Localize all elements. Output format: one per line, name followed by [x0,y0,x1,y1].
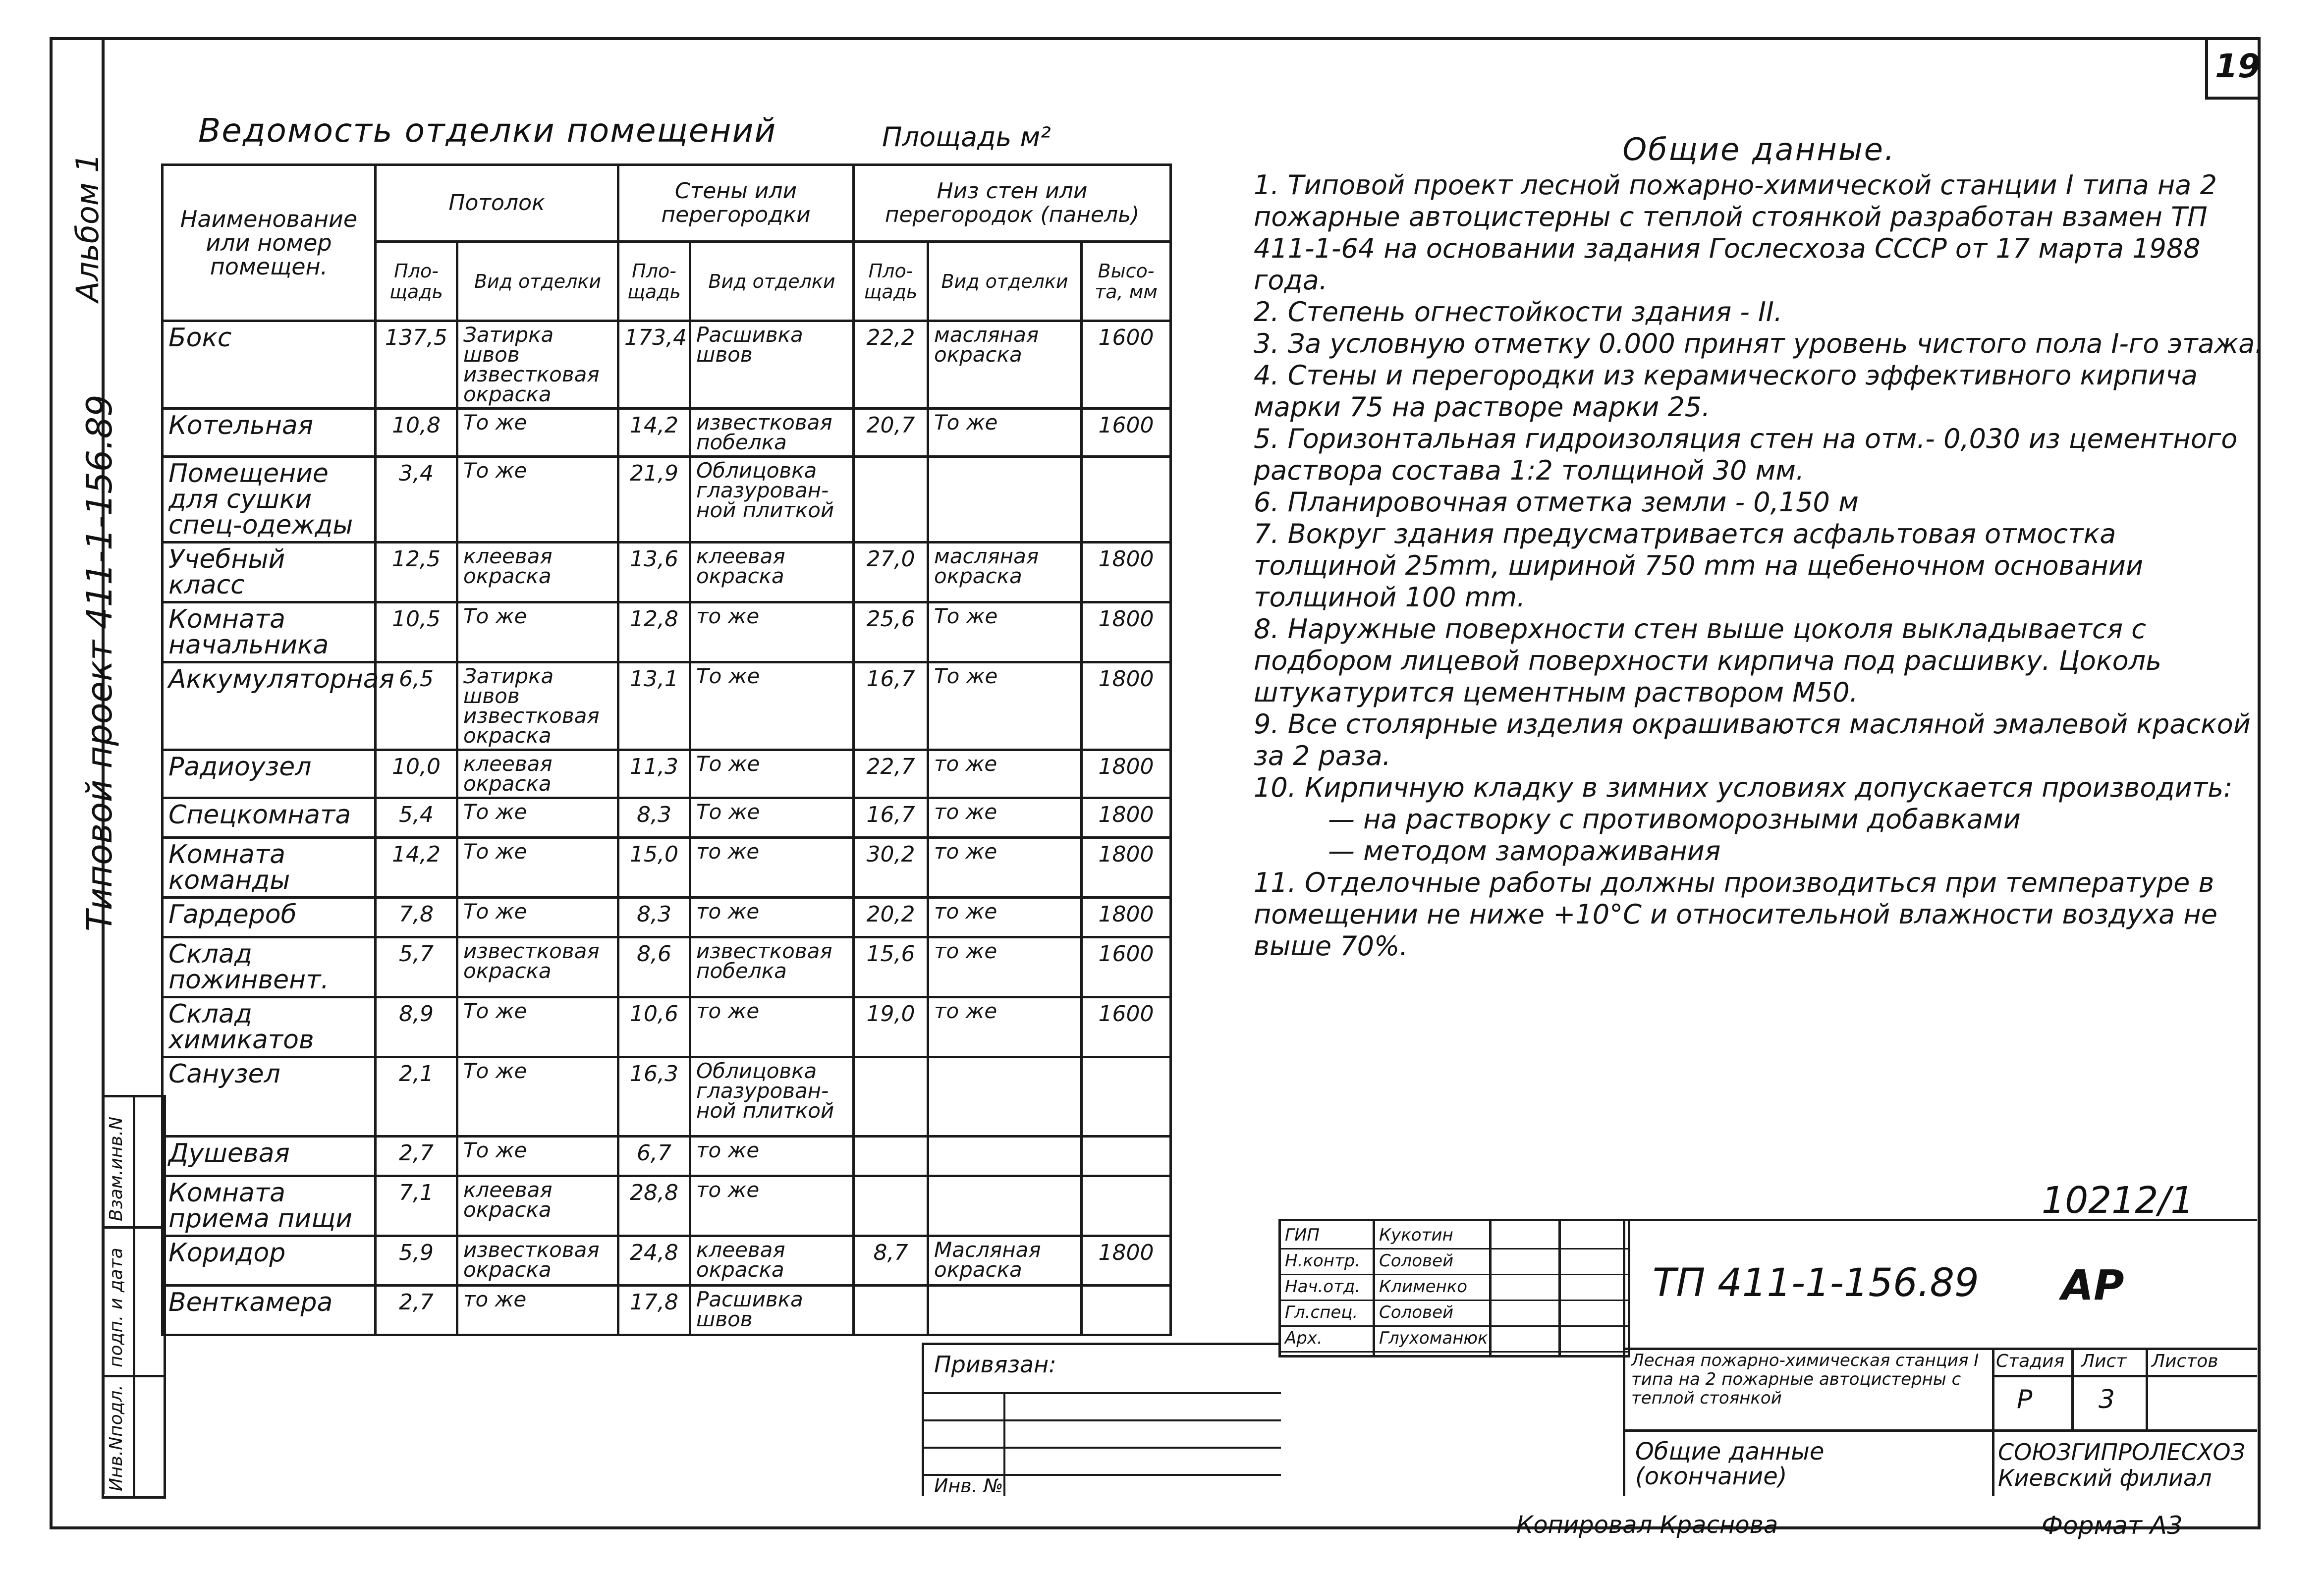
lower-finish: То же [928,602,1082,662]
ceiling-area: 8,9 [376,997,457,1057]
lower-area: 16,7 [854,662,928,750]
lower-area: 27,0 [854,543,928,602]
lower-area [854,457,928,543]
lower-area [854,1137,928,1176]
note-item: 4. Стены и перегородки из керамического эффективного кирпича марки 75 на растворе марки 25. [1254,360,2198,423]
lower-area [854,1057,928,1137]
lower-finish: то же [928,838,1082,898]
ceiling-area: 2,1 [376,1057,457,1137]
walls-finish: то же [690,1176,854,1236]
table-row [163,457,1171,543]
ceiling-finish: То же [457,457,618,543]
lower-area: 20,7 [854,409,928,457]
area-unit: Площадь м² [882,121,1051,153]
sheets-header: Листов [2152,1351,2218,1371]
table-row [163,409,1171,457]
walls-area: 28,8 [618,1176,690,1236]
ceiling-header: Потолок [376,165,618,242]
panel-height: 1800 [1082,602,1171,662]
ceiling-finish: То же [457,1137,618,1176]
walls-finish: известковая побелка [690,409,854,457]
note-item: 11. Отделочные работы должны производиться при температуре в помещении не ниже +10°С и относительной влажности воздуха не выше 70%. [1254,867,2217,962]
signature-role: Н.контр. [1285,1251,1361,1271]
lower-area: 15,6 [854,937,928,997]
walls-area: 8,3 [618,898,690,937]
schedule-title: Ведомость отделки помещений [198,111,777,150]
document-number: 10212/1 [2042,1179,2194,1222]
walls-area: 13,6 [618,543,690,602]
panel-height: 1800 [1082,1236,1171,1286]
ceiling-area: 5,4 [376,798,457,838]
ceiling-area: 5,7 [376,937,457,997]
ceiling-finish-header: Вид отделки [457,242,618,321]
panel-height: 1800 [1082,898,1171,937]
walls-finish: то же [690,898,854,937]
walls-finish: то же [690,602,854,662]
lower-finish [928,1137,1082,1176]
walls-area: 21,9 [618,457,690,543]
room-name: Гардероб [163,898,376,937]
panel-height [1082,457,1171,543]
signature-name: Глухоманюк [1379,1328,1488,1348]
paper-format: Формат А3 [2042,1511,2183,1540]
lower-finish: то же [928,750,1082,798]
walls-area: 17,8 [618,1286,690,1335]
signature-name: Соловей [1379,1303,1454,1322]
note-item: — на растворку с противоморозными добавками [1328,804,2021,835]
table-row [163,1137,1171,1176]
lower-finish [928,1057,1082,1137]
panel-height: 1800 [1082,838,1171,898]
object-name: Лесная пожарно-химическая станция I типа на 2 пожарные автоцистерны с теплой стоянкой [1631,1351,1979,1408]
note-item: 7. Вокруг здания предусматривается асфальтовая отмостка толщиной 25mm, шириной 750 mm на щебеночном основании толщиной 100 mm. [1254,518,2144,613]
room-name: Санузел [163,1057,376,1137]
lower-area: 19,0 [854,997,928,1057]
project-label: Типовой проект 411-1-156.89 [79,394,120,931]
walls-area: 13,1 [618,662,690,750]
title-block [1623,1219,2257,1496]
signature-role: Гл.спец. [1285,1303,1358,1322]
lower-walls-header: Низ стен или перегородок (панель) [854,165,1171,242]
lower-finish: то же [928,937,1082,997]
ceiling-finish: То же [457,602,618,662]
ceiling-area: 6,5 [376,662,457,750]
room-name: Учебный класс [163,543,376,602]
panel-height [1082,1286,1171,1335]
walls-area: 12,8 [618,602,690,662]
table-row [163,838,1171,898]
lower-finish: то же [928,997,1082,1057]
room-name: Спецкомната [163,798,376,838]
notes-title: Общие данные. [1622,131,1896,167]
walls-finish: Расшивка швов [690,1286,854,1335]
ceiling-area: 10,8 [376,409,457,457]
lower-finish: То же [928,409,1082,457]
finishing-schedule-table [161,163,1172,1336]
walls-area: 24,8 [618,1236,690,1286]
note-item: 1. Типовой проект лесной пожарно-химической станции I типа на 2 пожарные автоцистерны с теплой стоянкой разработан взамен ТП 411-1-64 на основании задания Гослесхоза СССР от 17 марта 1988 года. [1254,169,2217,296]
room-name: Бокс [163,321,376,409]
walls-finish: клеевая окраска [690,1236,854,1286]
ceiling-area: 12,5 [376,543,457,602]
ceiling-finish: известковая окраска [457,1236,618,1286]
panel-height: 1800 [1082,798,1171,838]
lower-finish: масляная окраска [928,543,1082,602]
ceiling-finish: То же [457,798,618,838]
ceiling-finish: То же [457,1057,618,1137]
note-item: — методом замораживания [1328,835,1721,867]
table-row [163,898,1171,937]
walls-header: Стены или перегородки [618,165,854,242]
lower-area: 22,2 [854,321,928,409]
signature-name: Соловей [1379,1251,1454,1271]
ceiling-area-header: Пло-щадь [376,242,457,321]
ceiling-finish: известковая окраска [457,937,618,997]
table-row [163,1236,1171,1286]
lower-finish-header: Вид отделки [928,242,1082,321]
ceiling-finish: клеевая окраска [457,543,618,602]
stamp-signature: подп. и дата [106,1248,126,1367]
panel-height: 1600 [1082,997,1171,1057]
general-notes [1254,131,2265,962]
lower-area-header: Пло-щадь [854,242,928,321]
ceiling-area: 5,9 [376,1236,457,1286]
table-row [163,997,1171,1057]
ceiling-area: 2,7 [376,1286,457,1335]
room-name: Душевая [163,1137,376,1176]
ceiling-finish: клеевая окраска [457,750,618,798]
room-name: Комната команды [163,838,376,898]
sheet-header: Лист [2081,1351,2127,1371]
note-item: 9. Все столярные изделия окрашиваются масляной эмалевой краской за 2 раза. [1254,708,2251,771]
walls-area: 8,3 [618,798,690,838]
walls-finish: Облицовка глазурован-ной плиткой [690,1057,854,1137]
signature-name: Кукотин [1379,1225,1453,1245]
walls-finish: известковая побелка [690,937,854,997]
binding-stamp [922,1343,1281,1496]
walls-area: 15,0 [618,838,690,898]
table-row [163,662,1171,750]
section-code: АР [2061,1261,2124,1309]
inventory-label: Инв. № [934,1475,1003,1497]
bound-label: Привязан: [934,1351,1056,1378]
note-item: 5. Горизонтальная гидроизоляция стен на отм.- 0,030 из цементного раствора состава 1:2 толщиной 30 мм. [1254,423,2238,486]
room-name: Комната приема пищи [163,1176,376,1236]
lower-area [854,1176,928,1236]
walls-finish: то же [690,997,854,1057]
organization: СОЮЗГИПРОЛЕСХОЗ Киевский филиал [1998,1439,2246,1491]
sheet-number: 19 [2215,47,2261,85]
lower-area: 25,6 [854,602,928,662]
sheet-value: 3 [2099,1385,2115,1414]
lower-finish [928,1176,1082,1236]
signature-role: Арх. [1285,1328,1323,1348]
lower-finish: То же [928,662,1082,750]
note-item: 3. За условную отметку 0.000 принят уровень чистого пола I-го этажа. [1254,328,2264,359]
ceiling-finish: то же [457,1286,618,1335]
panel-height [1082,1176,1171,1236]
panel-height: 1800 [1082,750,1171,798]
ceiling-finish: клеевая окраска [457,1176,618,1236]
table-row [163,543,1171,602]
walls-finish: То же [690,662,854,750]
note-item: 10. Кирпичную кладку в зимних условиях допускается производить: [1254,772,2233,803]
table-row [163,798,1171,838]
ceiling-area: 3,4 [376,457,457,543]
table-row [163,937,1171,997]
walls-area-header: Пло-щадь [618,242,690,321]
sheet-title: Общие данные (окончание) [1635,1438,1825,1490]
room-name: Склад пожинвент. [163,937,376,997]
walls-finish: клеевая окраска [690,543,854,602]
stamp-replace: Взам.инв.N [106,1116,126,1221]
walls-area: 10,6 [618,997,690,1057]
room-name: Коридор [163,1236,376,1286]
room-name: Венткамера [163,1286,376,1335]
walls-finish: То же [690,798,854,838]
ceiling-area: 10,5 [376,602,457,662]
room-name: Помещение для сушки спец-одежды [163,457,376,543]
ceiling-area: 10,0 [376,750,457,798]
walls-area: 8,6 [618,937,690,997]
lower-finish: то же [928,798,1082,838]
signature-role: Нач.отд. [1285,1277,1361,1297]
walls-area: 6,7 [618,1137,690,1176]
stage-header: Стадия [1996,1351,2065,1371]
ceiling-area: 14,2 [376,838,457,898]
panel-height: 1600 [1082,409,1171,457]
lower-finish [928,457,1082,543]
table-row [163,321,1171,409]
lower-finish: то же [928,898,1082,937]
room-name: Комната начальника [163,602,376,662]
ceiling-finish: То же [457,997,618,1057]
walls-area: 11,3 [618,750,690,798]
lower-area: 16,7 [854,798,928,838]
room-name: Котельная [163,409,376,457]
lower-area: 22,7 [854,750,928,798]
signature-role: ГИП [1285,1225,1320,1245]
walls-finish: то же [690,1137,854,1176]
table-row [163,750,1171,798]
lower-finish [928,1286,1082,1335]
signature-block [1278,1219,1630,1357]
walls-finish: То же [690,750,854,798]
table-row [163,602,1171,662]
room-name: Радиоузел [163,750,376,798]
ceiling-finish: Затирка швов известковая окраска [457,321,618,409]
table-row [163,1057,1171,1137]
panel-height: 1800 [1082,543,1171,602]
ceiling-finish: То же [457,838,618,898]
stamp-columns [102,1095,166,1499]
ceiling-area: 7,8 [376,898,457,937]
panel-height: 1600 [1082,321,1171,409]
lower-finish: масляная окраска [928,321,1082,409]
lower-area: 30,2 [854,838,928,898]
album-label: Альбом 1 [69,153,106,302]
room-name: Склад химикатов [163,997,376,1057]
lower-finish: Масляная окраска [928,1236,1082,1286]
walls-finish: Расшивка швов [690,321,854,409]
project-code: ТП 411-1-156.89 [1653,1261,1979,1305]
lower-area: 20,2 [854,898,928,937]
walls-area: 173,4 [618,321,690,409]
room-header: Наименование или номер помещен. [163,165,376,321]
room-name: Аккумуляторная [163,662,376,750]
copied-by: Копировал Краснова [1516,1511,1778,1539]
panel-height [1082,1057,1171,1137]
signature-name: Клименко [1379,1277,1468,1297]
walls-finish-header: Вид отделки [690,242,854,321]
height-header: Высо-та, мм [1082,242,1171,321]
note-item: 8. Наружные поверхности стен выше цоколя выкладывается с подбором лицевой поверхности кирпича под расшивку. Цоколь штукатурится цементным раствором М50. [1254,613,2161,708]
table-row [163,1176,1171,1236]
note-item: 2. Степень огнестойкости здания - II. [1254,296,1783,327]
lower-area: 8,7 [854,1236,928,1286]
panel-height: 1600 [1082,937,1171,997]
stamp-inventory: Инв.Nподл. [106,1385,126,1491]
note-item: 6. Планировочная отметка земли - 0,150 м [1254,487,1859,518]
ceiling-finish: Затирка швов известковая окраска [457,662,618,750]
walls-finish: то же [690,838,854,898]
stage-value: Р [2017,1385,2033,1414]
ceiling-finish: То же [457,409,618,457]
ceiling-area: 137,5 [376,321,457,409]
walls-area: 14,2 [618,409,690,457]
ceiling-finish: То же [457,898,618,937]
panel-height: 1800 [1082,662,1171,750]
ceiling-area: 7,1 [376,1176,457,1236]
table-row [163,1286,1171,1335]
walls-finish: Облицовка глазурован-ной плиткой [690,457,854,543]
lower-area [854,1286,928,1335]
ceiling-area: 2,7 [376,1137,457,1176]
panel-height [1082,1137,1171,1176]
walls-area: 16,3 [618,1057,690,1137]
